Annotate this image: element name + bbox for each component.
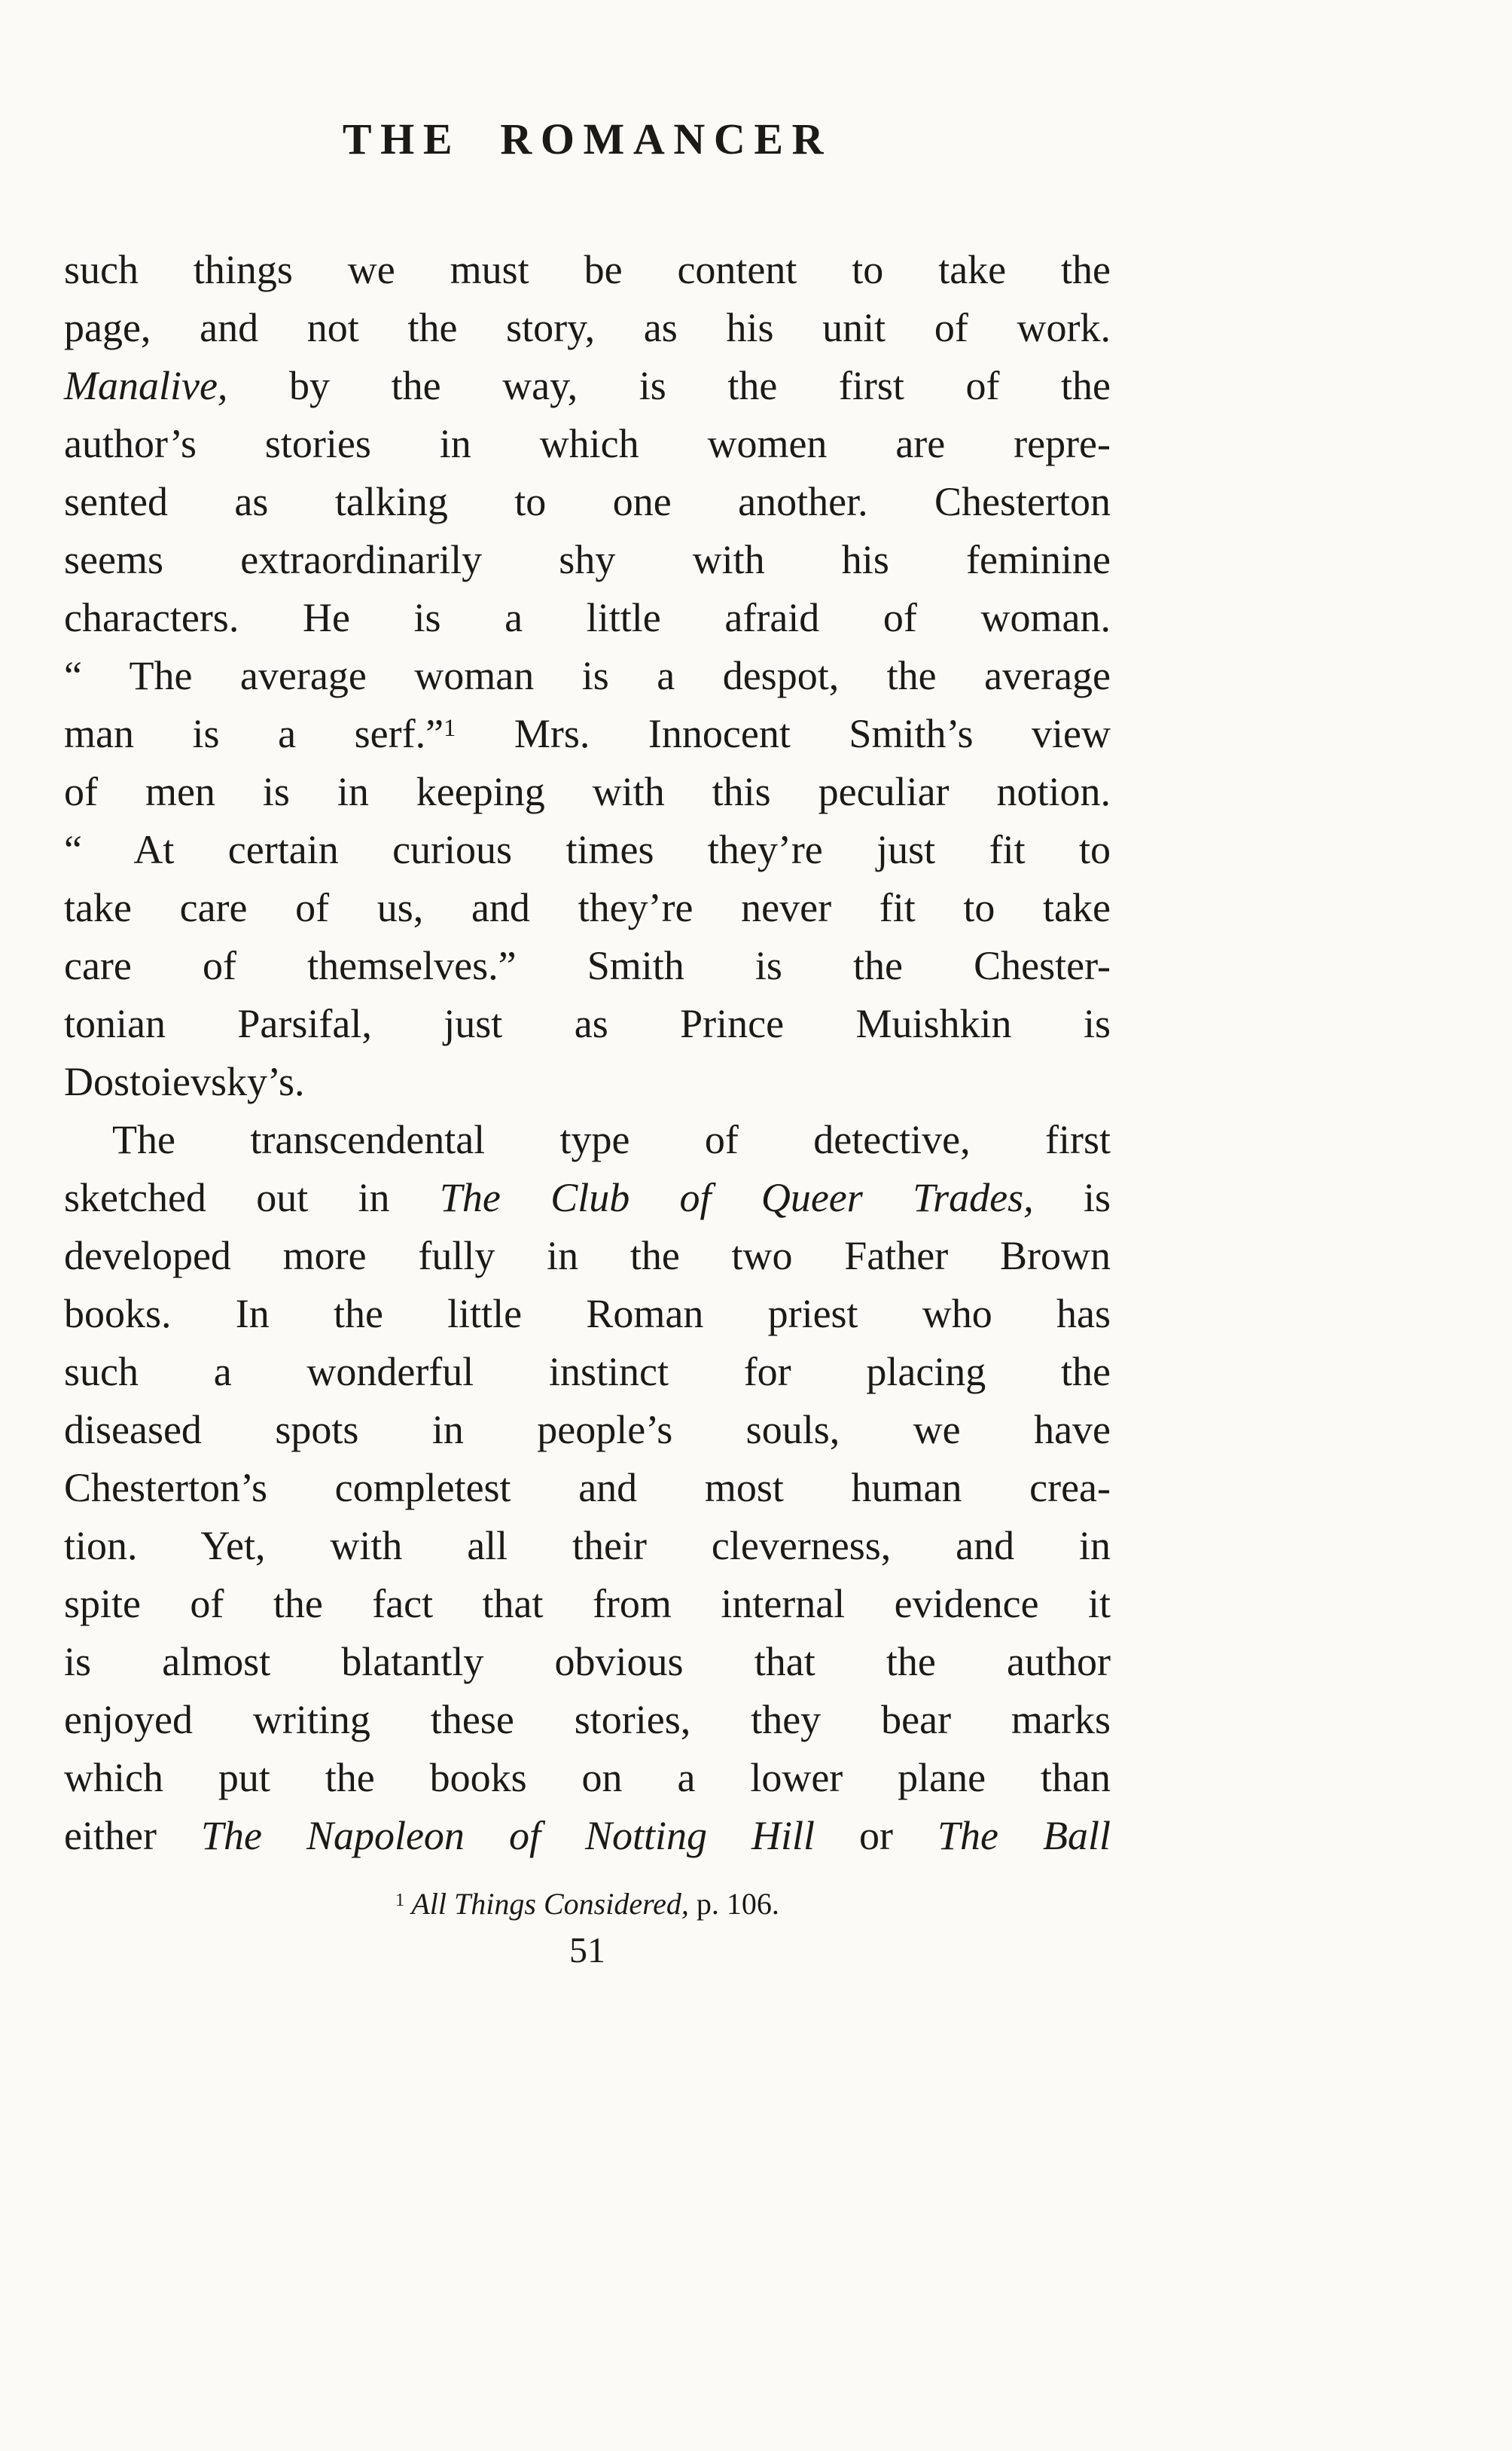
- body-text: tonian Parsifal, just as Prince Muishkin is: [64, 1001, 1111, 1046]
- text-line: [64, 647, 1111, 705]
- body-text: p. 106.: [688, 1887, 779, 1921]
- body-text: diseased spots in people’s souls, we have: [64, 1407, 1111, 1452]
- text-line: [64, 1227, 1111, 1285]
- page-number: 51: [569, 1931, 605, 1970]
- italic-text: All Things Considered,: [404, 1887, 689, 1921]
- text-block: [64, 241, 1111, 1865]
- page-title: THE ROMANCER: [342, 114, 833, 163]
- text-line: [64, 1053, 1111, 1111]
- text-line: [64, 1111, 1111, 1169]
- italic-text: The Club of Queer Trades,: [439, 1175, 1034, 1220]
- text-line: [64, 241, 1111, 299]
- italic-text: The Ball: [937, 1813, 1111, 1858]
- text-line: [64, 705, 1111, 763]
- footnote-marker: 1: [395, 1891, 405, 1911]
- text-line: [64, 995, 1111, 1053]
- body-text: Mrs. Innocent Smith’s view: [456, 711, 1111, 756]
- body-text: “ At certain curious times they’re just fit to: [64, 827, 1111, 872]
- text-line: [64, 763, 1111, 821]
- body-text: or: [814, 1813, 937, 1858]
- text-line: [64, 1691, 1111, 1749]
- body-text: is almost blatantly obvious that the author: [64, 1639, 1111, 1684]
- body-text: take care of us, and they’re never fit to take: [64, 885, 1111, 930]
- body-text: either: [64, 1813, 201, 1858]
- paragraph: [64, 241, 1111, 1111]
- body-text: man is a serf.”: [64, 711, 444, 756]
- text-line: [64, 357, 1111, 415]
- footnote-marker: 1: [444, 715, 456, 743]
- text-line: [64, 879, 1111, 937]
- body-text: developed more fully in the two Father Brown: [64, 1233, 1111, 1278]
- body-text: books. In the little Roman priest who has: [64, 1291, 1111, 1336]
- body-text: “ The average woman is a despot, the average: [64, 653, 1111, 698]
- body-text: sented as talking to one another. Chesterton: [64, 479, 1111, 524]
- footnote-text: [395, 1887, 779, 1921]
- text-line: [64, 531, 1111, 589]
- text-line: [64, 1459, 1111, 1517]
- body-text: Chesterton’s completest and most human crea-: [64, 1465, 1111, 1510]
- body-text: tion. Yet, with all their cleverness, and in: [64, 1523, 1111, 1568]
- body-text: such a wonderful instinct for placing the: [64, 1349, 1111, 1394]
- body-text: seems extraordinarily shy with his feminine: [64, 537, 1111, 582]
- text-line: [64, 1807, 1111, 1865]
- body-text: author’s stories in which women are repre-: [64, 421, 1111, 466]
- text-line: [64, 1401, 1111, 1459]
- text-line: [64, 1633, 1111, 1691]
- body-text: which put the books on a lower plane than: [64, 1755, 1111, 1800]
- body-text: of men is in keeping with this peculiar notion.: [64, 769, 1111, 814]
- text-line: [64, 1169, 1111, 1227]
- text-line: [64, 937, 1111, 995]
- italic-text: Manalive,: [64, 363, 228, 408]
- body-text: care of themselves.” Smith is the Chester-: [64, 943, 1111, 988]
- body-text: by the way, is the first of the: [227, 363, 1111, 408]
- footnote: [64, 1885, 1111, 1924]
- body-text: spite of the fact that from internal evidence it: [64, 1581, 1111, 1626]
- body-text: is: [1033, 1175, 1111, 1220]
- text-line: [64, 589, 1111, 647]
- body-text: page, and not the story, as his unit of work.: [64, 305, 1111, 350]
- body-text: characters. He is a little afraid of woman.: [64, 595, 1111, 640]
- text-line: [64, 299, 1111, 357]
- body-text: enjoyed writing these stories, they bear marks: [64, 1697, 1111, 1742]
- text-line: [64, 1517, 1111, 1575]
- paragraph: [64, 1111, 1111, 1865]
- text-line: [64, 1343, 1111, 1401]
- text-line: [64, 473, 1111, 531]
- italic-text: The Napoleon of Notting Hill: [200, 1813, 815, 1858]
- text-column: [64, 113, 1111, 1973]
- body-text: Dostoievsky’s.: [64, 1059, 305, 1104]
- text-line: [64, 1749, 1111, 1807]
- text-line: [64, 1575, 1111, 1633]
- body-text: The transcendental type of detective, first: [112, 1117, 1111, 1162]
- text-line: [64, 821, 1111, 879]
- text-line: [64, 415, 1111, 473]
- text-line: [64, 1285, 1111, 1343]
- body-text: such things we must be content to take the: [64, 247, 1111, 292]
- body-text: sketched out in: [64, 1175, 440, 1220]
